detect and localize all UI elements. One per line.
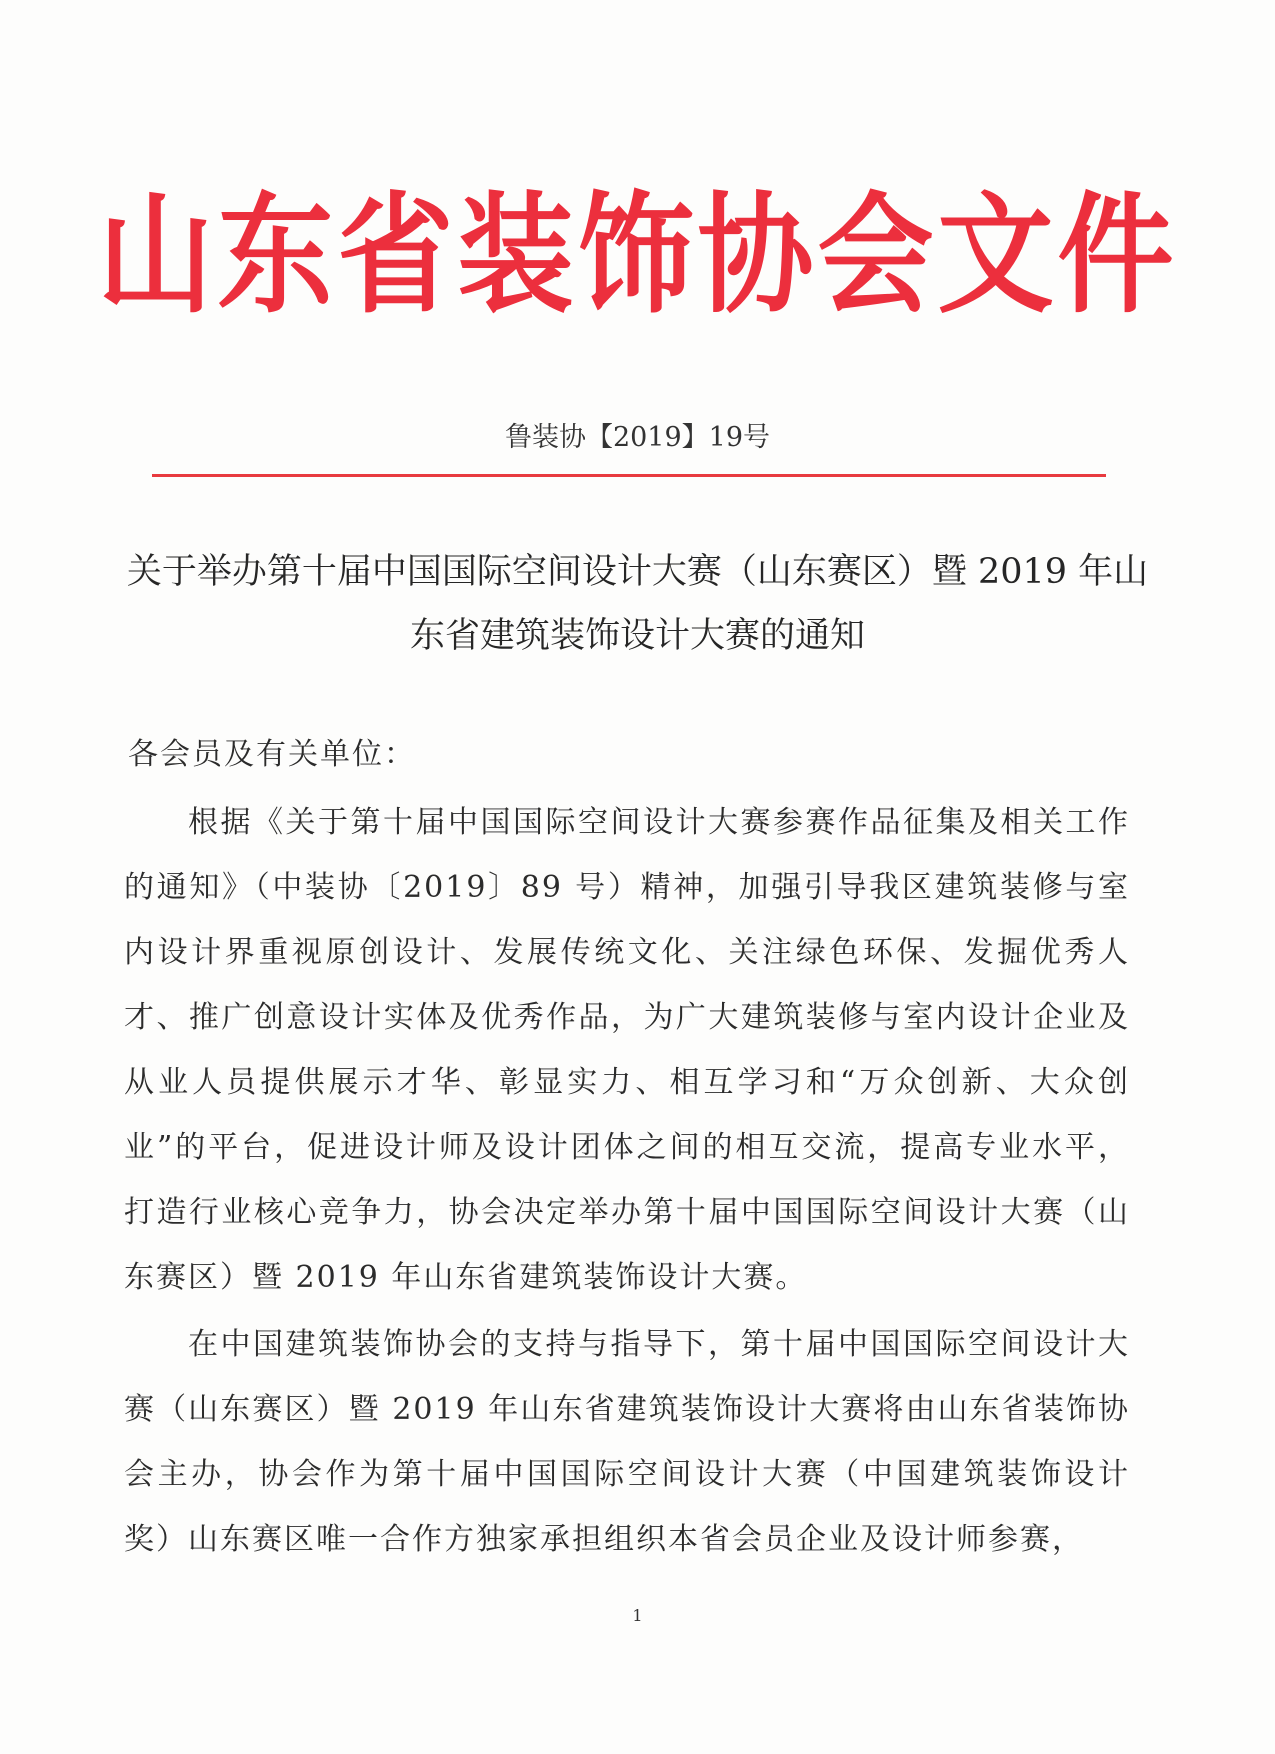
letterhead-title: 山东省装饰协会文件: [97, 180, 1178, 332]
body-paragraph: 根据《关于第十届中国国际空间设计大赛参赛作品征集及相关工作的通知》（中装协〔2019〕89 号）精神，加强引导我区建筑装修与室内设计界重视原创设计、发展传统文化、关注绿色环保、发掘优秀人才、推广创意设计实体及优秀作品，为广大建筑装修与室内设计企业及从业人员提供展示才华、彰显实力、相互学习和“万众创新、大众创业”的平台，促进设计师及设计团体之间的相互交流，提高专业水平，打造行业核心竞争力，协会决定举办第十届中国国际空间设计大赛（山东赛区）暨 2019 年山东省建筑装饰设计大赛。: [124, 805, 1130, 1295]
letterhead-divider: [152, 474, 1106, 477]
page-number: 1: [632, 1606, 643, 1625]
document-number: 鲁装协【2019】19号: [504, 422, 771, 453]
notice-title: 关于举办第十届中国国际空间设计大赛（山东赛区）暨 2019 年山东省建筑装饰设计大赛的通知: [126, 552, 1149, 656]
body-paragraph: 在中国建筑装饰协会的支持与指导下，第十届中国国际空间设计大赛（山东赛区）暨 2019 年山东省建筑装饰设计大赛将由山东省装饰协会主办，协会作为第十届中国国际空间设计大赛（中国建筑装饰设计奖）山东赛区唯一合作方独家承担组织本省会员企业及设计师参赛，: [124, 1327, 1130, 1557]
salutation: 各会员及有关单位：: [128, 737, 416, 772]
